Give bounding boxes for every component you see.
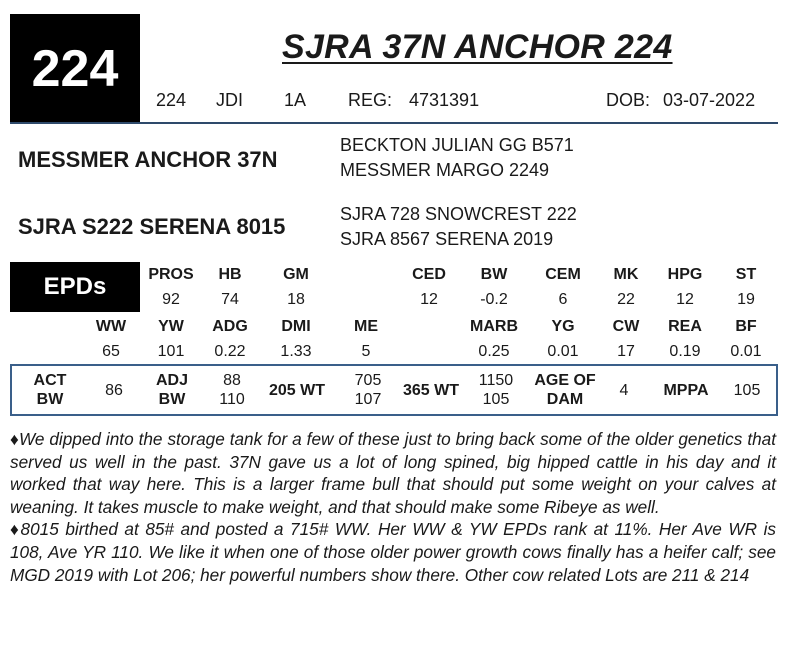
epd-label-yw: YW (158, 318, 184, 335)
mppa-label-text: MPPA (663, 381, 709, 399)
performance-box (10, 364, 778, 416)
adj-bw-label (144, 366, 200, 414)
wt205-label-text: 205 WT (268, 381, 325, 399)
wt365-value-1: 1150 (478, 372, 514, 389)
wt365-values (466, 366, 526, 414)
mppa-value (722, 366, 772, 414)
age-of-dam-label-line2: DAM (546, 391, 584, 408)
epd-label-rea: REA (668, 318, 702, 335)
sire-name: MESSMER ANCHOR 37N (18, 147, 278, 172)
herd-prefix: JDI (216, 90, 243, 110)
reg-label: REG: (348, 90, 393, 110)
wt365-label-text: 365 WT (402, 381, 459, 399)
act-bw-label (22, 366, 78, 414)
epd-value-st: 19 (737, 291, 755, 308)
epd-value-gm: 18 (287, 291, 305, 308)
epd-label-me: ME (354, 318, 378, 335)
epd-value-hpg: 12 (676, 291, 694, 308)
adj-bw-label-line2: BW (158, 391, 186, 408)
header-divider (10, 122, 778, 124)
mppa-label (656, 366, 716, 414)
epd-value-marb: 0.25 (478, 343, 510, 360)
epd-label-bf: BF (735, 318, 757, 335)
reg-number: 4731391 (409, 90, 480, 110)
act-bw-label-line2: BW (36, 391, 64, 408)
adj-bw-label-line1: ADJ (155, 372, 188, 389)
age-of-dam-label (530, 366, 600, 414)
epd-label-cem: CEM (545, 266, 581, 283)
age-of-dam-value (604, 366, 644, 414)
epd-value-ww: 65 (102, 343, 120, 360)
act-bw-number: 86 (105, 381, 123, 399)
epd-value-yw: 101 (157, 343, 185, 360)
epd-value-bw: -0.2 (480, 291, 508, 308)
adj-bw-values (202, 366, 262, 414)
epd-heading: EPDs (43, 273, 107, 300)
epd-value-adg: 0.22 (214, 343, 246, 360)
sire-dam: MESSMER MARGO 2249 (340, 160, 550, 180)
dam-sire: SJRA 728 SNOWCREST 222 (340, 204, 577, 224)
sire-sire: BECKTON JULIAN GG B571 (340, 135, 574, 155)
lot-number-box (10, 14, 140, 124)
epd-value-dmi: 1.33 (280, 343, 312, 360)
epd-label-hb: HB (218, 266, 242, 283)
epd-label-ww: WW (95, 318, 127, 335)
act-bw-value (84, 366, 144, 414)
epd-value-bf: 0.01 (730, 343, 762, 360)
wt205-value-2: 107 (354, 391, 382, 408)
epd-value-me: 5 (361, 343, 371, 360)
dob-value: 03-07-2022 (663, 90, 756, 110)
dam-dam: SJRA 8567 SERENA 2019 (340, 229, 554, 249)
epd-value-pros: 92 (162, 291, 180, 308)
notes-paragraph-2: ♦8015 birthed at 85# and posted a 715# WW. Her WW & YW EPDs rank at 11%. Her Ave WR is 108, Ave YR 110. We like it when one of those older power growth cows finally has a heifer calf; see MGD 2019 with Lot 206; her powerful numbers show there. Other cow related Lots are 211 & 214 (10, 519, 776, 585)
wt365-value-2: 105 (482, 391, 510, 408)
epd-label-hpg: HPG (667, 266, 703, 283)
tag-number: 224 (156, 90, 187, 110)
adj-bw-value-1: 88 (223, 372, 241, 389)
wt205-value-1: 705 (354, 372, 382, 389)
dob-label: DOB: (606, 90, 651, 110)
epd-label-cw: CW (612, 318, 640, 335)
mppa-number: 105 (733, 381, 761, 399)
epd-value-cw: 17 (617, 343, 635, 360)
epd-heading-box (10, 262, 140, 312)
class-code: 1A (284, 90, 307, 110)
epd-label-pros: PROS (148, 266, 194, 283)
epd-label-gm: GM (283, 266, 309, 283)
age-of-dam-number: 4 (619, 381, 629, 399)
epd-value-mk: 22 (617, 291, 635, 308)
epd-label-yg: YG (551, 318, 575, 335)
epd-label-bw: BW (480, 266, 508, 283)
age-of-dam-label-line1: AGE OF (534, 372, 596, 389)
notes-paragraph-1: ♦We dipped into the storage tank for a few of these just to bring back some of the older genetics that served us well in the past. 37N gave us a lot of long spined, big hipped cattle in his day and it worked that way here. This is a larger frame bull that should put some weight on your calves at weaning. It takes muscle to make weight, and that should make some Ribeye as well. (10, 429, 776, 517)
lot-notes (10, 428, 776, 586)
epd-label-adg: ADG (212, 318, 248, 335)
dam-name: SJRA S222 SERENA 8015 (18, 214, 286, 239)
epd-label-ced: CED (412, 266, 446, 283)
epd-value-rea: 0.19 (669, 343, 701, 360)
adj-bw-value-2: 110 (219, 391, 245, 408)
wt205-values (338, 366, 398, 414)
lot-number: 224 (31, 40, 119, 98)
act-bw-label-line1: ACT (33, 372, 67, 389)
epd-value-ced: 12 (420, 291, 438, 308)
animal-name-title: SJRA 37N ANCHOR 224 (282, 28, 673, 66)
epd-label-st: ST (735, 266, 757, 283)
epd-value-cem: 6 (558, 291, 568, 308)
epd-value-hb: 74 (221, 291, 239, 308)
epd-label-dmi: DMI (281, 318, 311, 335)
wt205-label (262, 366, 332, 414)
epd-label-mk: MK (613, 266, 639, 283)
wt365-label (396, 366, 466, 414)
epd-label-marb: MARB (470, 318, 518, 335)
epd-value-yg: 0.01 (547, 343, 579, 360)
